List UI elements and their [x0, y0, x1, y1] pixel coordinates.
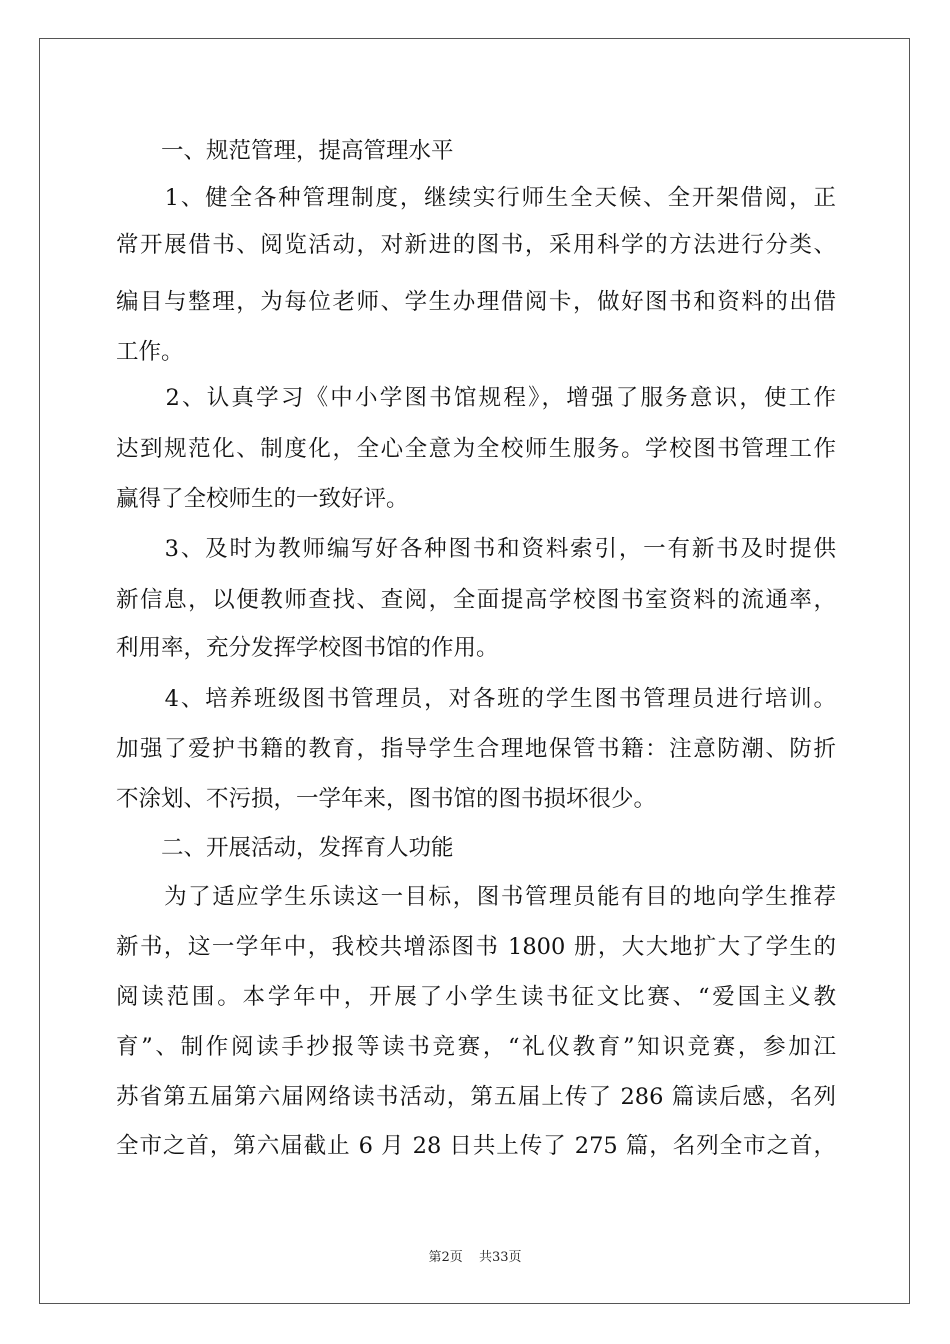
section-heading-1: 一、规范管理，提高管理水平: [116, 138, 454, 164]
page-footer: [0, 1246, 950, 1265]
paragraph-line: 达到规范化、制度化，全心全意为全校师生服务。学校图书管理工作: [116, 436, 836, 462]
paragraph-line: 新书，这一学年中，我校共增添图书 1800 册，大大地扩大了学生的: [116, 934, 836, 960]
paragraph-line: 新信息，以便教师查找、查阅，全面提高学校图书室资料的流通率，: [116, 587, 836, 613]
section-heading-2: 二、开展活动，发挥育人功能: [116, 835, 454, 861]
paragraph-line: 常开展借书、阅览活动，对新进的图书，采用科学的方法进行分类、: [116, 232, 836, 258]
page-total: 共33页: [478, 1250, 522, 1265]
paragraph-line: 3、及时为教师编写好各种图书和资料索引，一有新书及时提供: [116, 536, 836, 562]
paragraph-line: 编目与整理，为每位老师、学生办理借阅卡，做好图书和资料的出借: [116, 289, 836, 315]
paragraph-line: 全市之首，第六届截止 6 月 28 日共上传了 275 篇，名列全市之首，: [116, 1133, 836, 1159]
paragraph-line: 苏省第五届第六届网络读书活动，第五届上传了 286 篇读后感，名列: [116, 1084, 836, 1110]
paragraph-line: 加强了爱护书籍的教育，指导学生合理地保管书籍：注意防潮、防折: [116, 736, 836, 762]
paragraph-line: 为了适应学生乐读这一目标，图书管理员能有目的地向学生推荐: [116, 884, 836, 910]
paragraph-line: 工作。: [116, 339, 184, 365]
paragraph-line: 1、健全各种管理制度，继续实行师生全天候、全开架借阅，正: [116, 185, 836, 211]
page-border: [39, 38, 910, 1304]
page-number: 第2页: [428, 1250, 463, 1265]
paragraph-line: 利用率，充分发挥学校图书馆的作用。: [116, 635, 499, 661]
paragraph-line: 赢得了全校师生的一致好评。: [116, 486, 409, 512]
paragraph-line: 不涂划、不污损，一学年来，图书馆的图书损坏很少。: [116, 786, 657, 812]
paragraph-line: 育”、制作阅读手抄报等读书竞赛，“礼仪教育”知识竞赛，参加江: [116, 1034, 836, 1060]
paragraph-line: 4、培养班级图书管理员，对各班的学生图书管理员进行培训。: [116, 686, 836, 712]
paragraph-line: 2、认真学习《中小学图书馆规程》，增强了服务意识，使工作: [116, 385, 836, 411]
paragraph-line: 阅读范围。本学年中，开展了小学生读书征文比赛、“爱国主义教: [116, 984, 836, 1010]
